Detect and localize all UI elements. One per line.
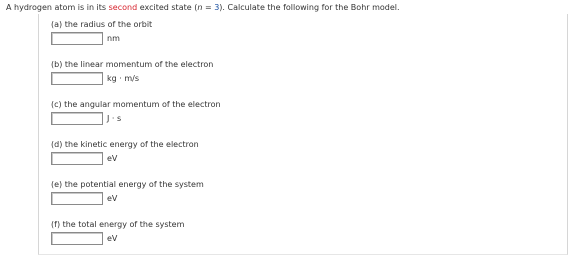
intro-suffix: ). Calculate the following for the Bohr model. — [219, 3, 400, 12]
answer-input-b[interactable] — [51, 72, 103, 85]
problem-statement — [6, 3, 400, 13]
answer-input-e[interactable] — [51, 192, 103, 205]
question-c — [51, 100, 221, 125]
answer-row-f — [51, 232, 184, 245]
answer-input-d[interactable] — [51, 152, 103, 165]
answer-row-a — [51, 32, 152, 45]
question-d — [51, 140, 199, 165]
unit-a: nm — [107, 33, 120, 43]
intro-equals: = — [202, 3, 215, 12]
question-f — [51, 220, 184, 245]
question-d-label: (d) the kinetic energy of the electron — [51, 140, 199, 149]
question-a — [51, 20, 152, 45]
question-e-label: (e) the potential energy of the system — [51, 180, 204, 189]
question-c-label: (c) the angular momentum of the electron — [51, 100, 221, 109]
question-b-label: (b) the linear momentum of the electron — [51, 60, 214, 69]
intro-n-variable: n — [197, 3, 203, 12]
answer-row-b — [51, 72, 213, 85]
intro-n-value: 3 — [214, 3, 220, 12]
unit-c: J · s — [107, 113, 122, 123]
answer-row-d — [51, 152, 199, 165]
unit-e: eV — [107, 193, 118, 203]
answer-row-c — [51, 112, 221, 125]
question-panel — [38, 14, 568, 255]
answer-input-f[interactable] — [51, 232, 103, 245]
intro-middle: excited state ( — [137, 3, 198, 12]
question-a-label: (a) the radius of the orbit — [51, 20, 153, 29]
unit-f: eV — [107, 233, 118, 243]
unit-b: kg · m/s — [107, 73, 139, 83]
intro-highlight: second — [108, 3, 138, 12]
answer-input-a[interactable] — [51, 32, 103, 45]
question-f-label: (f) the total energy of the system — [51, 220, 185, 229]
question-b — [51, 60, 213, 85]
answer-row-e — [51, 192, 204, 205]
unit-d: eV — [107, 153, 118, 163]
question-e — [51, 180, 204, 205]
intro-prefix: A hydrogen atom is in its — [6, 3, 109, 12]
answer-input-c[interactable] — [51, 112, 103, 125]
